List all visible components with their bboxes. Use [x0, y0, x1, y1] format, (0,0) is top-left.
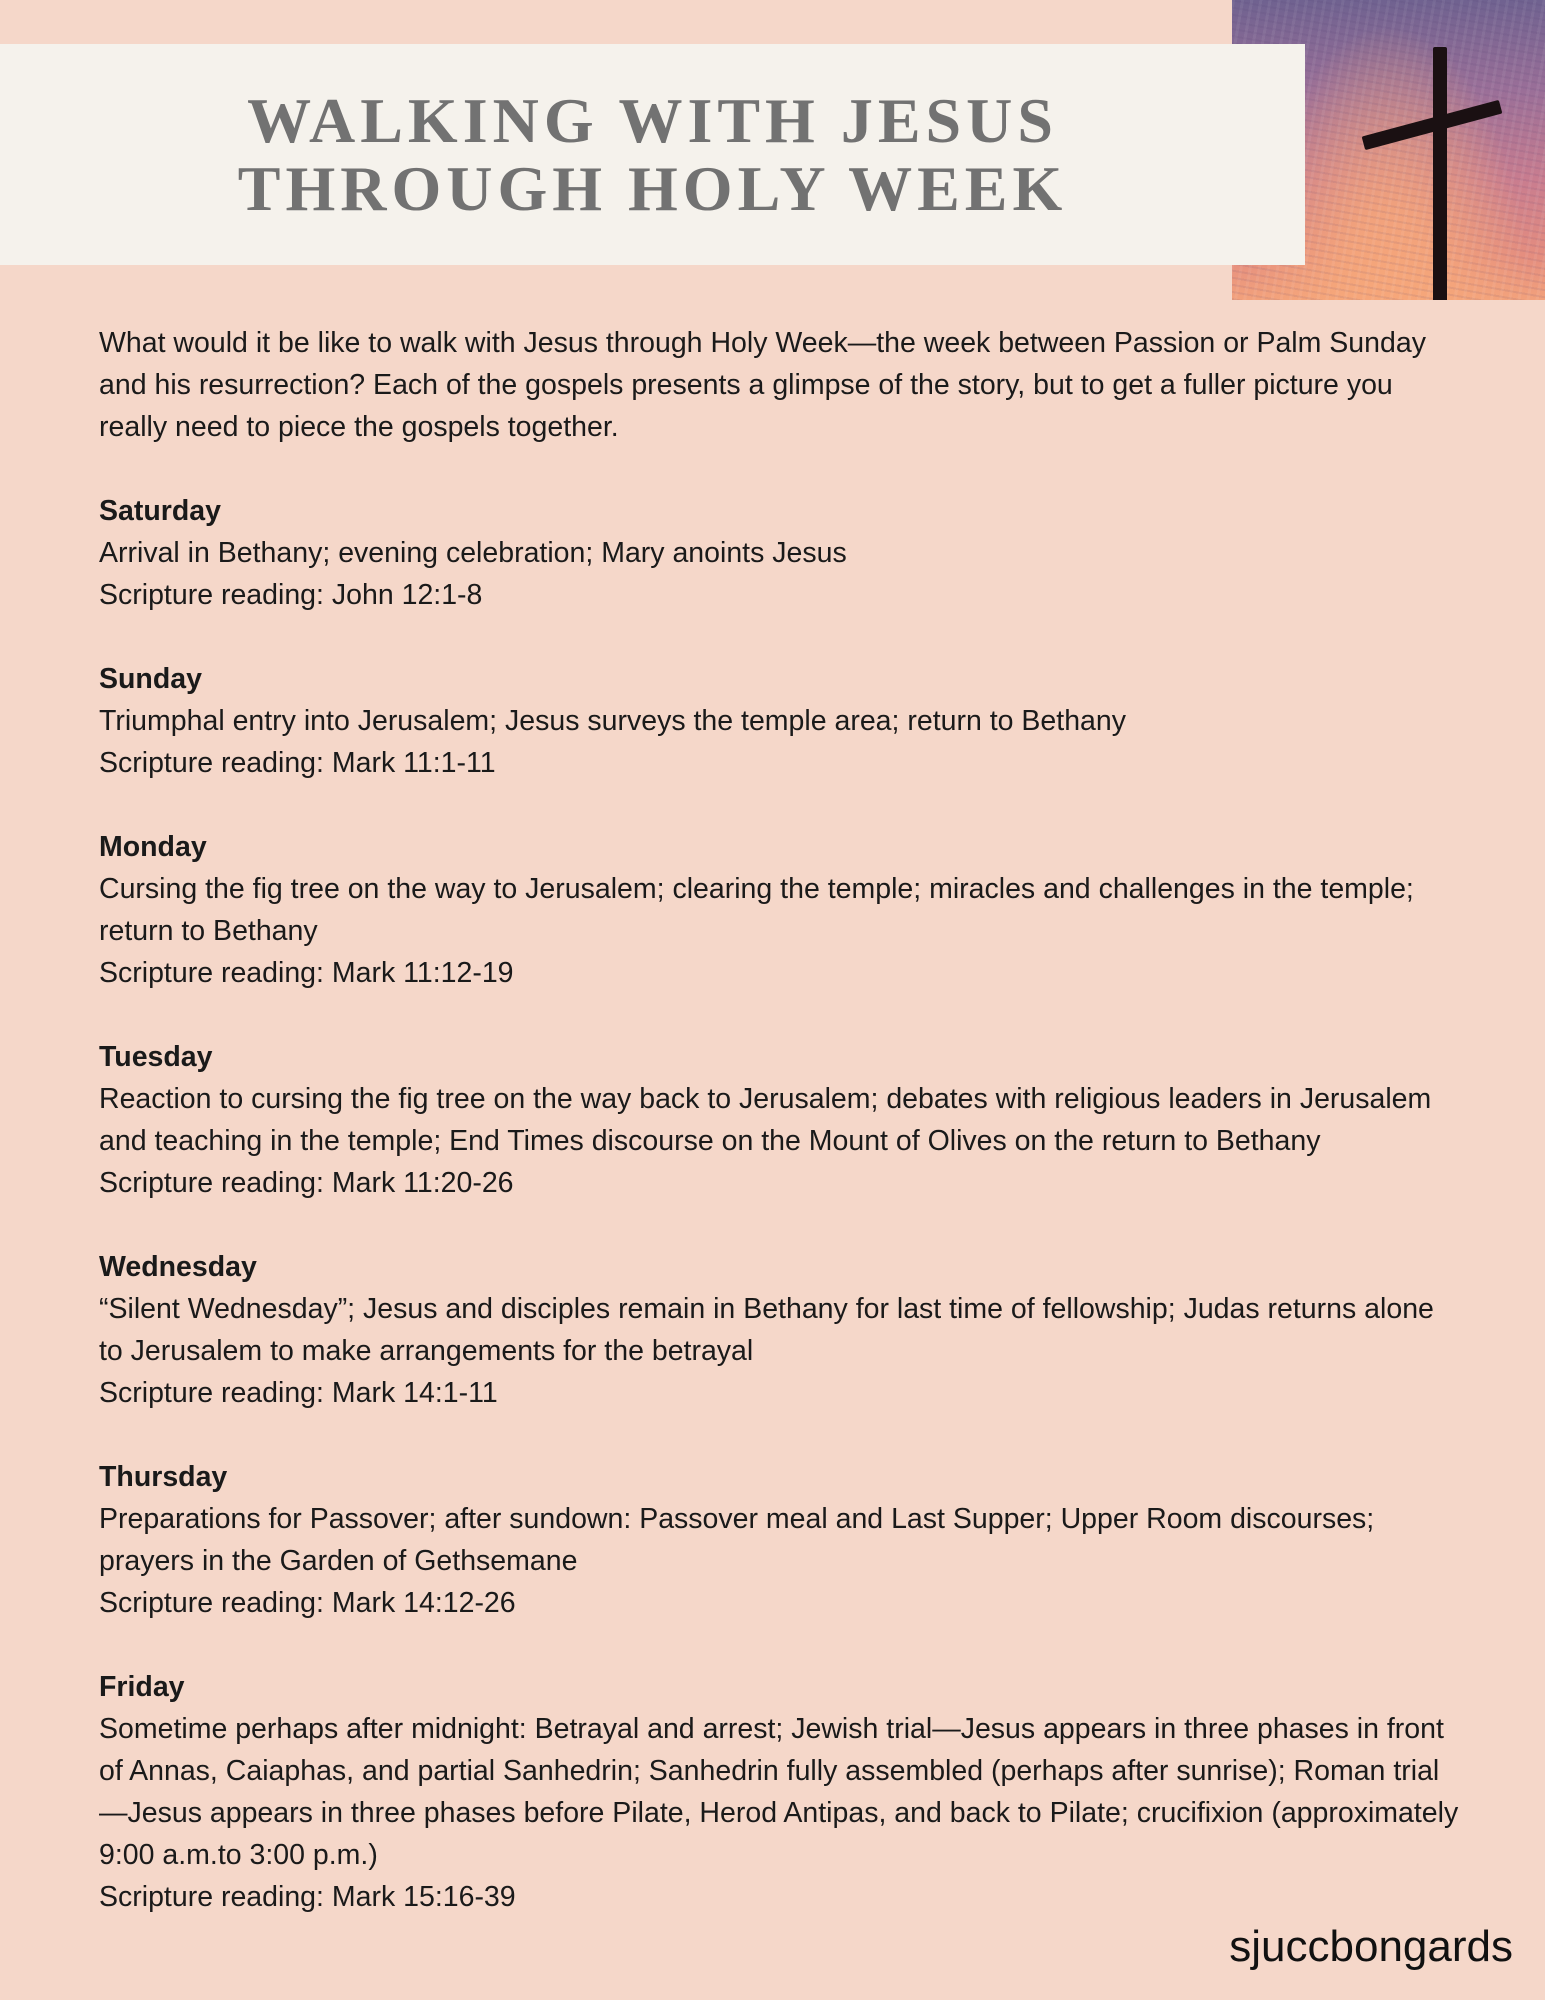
scripture-reading: Scripture reading: Mark 11:12-19	[99, 957, 514, 989]
cross-icon-vertical-beam	[1433, 47, 1447, 300]
document-body	[99, 322, 1459, 1960]
author-signature: sjuccbongards	[1229, 1922, 1513, 1971]
day-events: Triumphal entry into Jerusalem; Jesus surveys the temple area; return to Bethany	[99, 705, 1127, 737]
day-section-monday	[99, 826, 1459, 994]
day-section-tuesday	[99, 1036, 1459, 1204]
intro-paragraph: What would it be like to walk with Jesus through Holy Week—the week between Passion or Palm Sunday and his resurrection? Each of the gospels presents a glimpse of the story, but to get a fuller picture you really need to piece the gospels together.	[99, 327, 1426, 443]
page-title-line-2: THROUGH HOLY WEEK	[237, 152, 1068, 224]
scripture-reading: Scripture reading: John 12:1-8	[99, 579, 483, 611]
day-events: Reaction to cursing the fig tree on the way back to Jerusalem; debates with religious leaders in Jerusalem and teaching in the temple; End Times discourse on the Mount of Olives on the return to Bethany	[99, 1083, 1432, 1157]
day-heading: Monday	[99, 831, 207, 863]
day-heading: Wednesday	[99, 1251, 257, 1283]
day-section-thursday	[99, 1456, 1459, 1624]
day-heading: Saturday	[99, 495, 221, 527]
day-events: Preparations for Passover; after sundown: Passover meal and Last Supper; Upper Room discourses; prayers in the Garden of Gethsemane	[99, 1503, 1375, 1577]
scripture-reading: Scripture reading: Mark 11:20-26	[99, 1167, 514, 1199]
day-heading: Tuesday	[99, 1041, 213, 1073]
scripture-reading: Scripture reading: Mark 14:12-26	[99, 1587, 516, 1619]
day-heading: Thursday	[99, 1461, 228, 1493]
scripture-reading: Scripture reading: Mark 11:1-11	[99, 747, 496, 779]
day-events: Cursing the fig tree on the way to Jerusalem; clearing the temple; miracles and challenges in the temple; return to Bethany	[99, 873, 1414, 947]
day-events: Arrival in Bethany; evening celebration; Mary anoints Jesus	[99, 537, 847, 569]
scripture-reading: Scripture reading: Mark 15:16-39	[99, 1881, 516, 1913]
day-events: “Silent Wednesday”; Jesus and disciples remain in Bethany for last time of fellowship; Judas returns alone to Jerusalem to make arrangements for the betrayal	[99, 1293, 1434, 1367]
page-title-line-1: WALKING WITH JESUS	[247, 84, 1058, 156]
day-section-friday	[99, 1666, 1459, 1918]
day-heading: Sunday	[99, 663, 202, 695]
day-section-wednesday	[99, 1246, 1459, 1414]
scripture-reading: Scripture reading: Mark 14:1-11	[99, 1377, 498, 1409]
day-section-sunday	[99, 658, 1459, 784]
title-banner	[0, 44, 1305, 265]
day-heading: Friday	[99, 1671, 185, 1703]
day-events: Sometime perhaps after midnight: Betrayal and arrest; Jewish trial—Jesus appears in three phases in front of Annas, Caiaphas, and partial Sanhedrin; Sanhedrin fully assembled (perhaps after sunrise); Roman trial—Jesus appears in three phases before Pilate, Herod Antipas, and back to Pilate; crucifixion (approximately 9:00 a.m.to 3:00 p.m.)	[99, 1713, 1459, 1871]
day-section-saturday	[99, 490, 1459, 616]
